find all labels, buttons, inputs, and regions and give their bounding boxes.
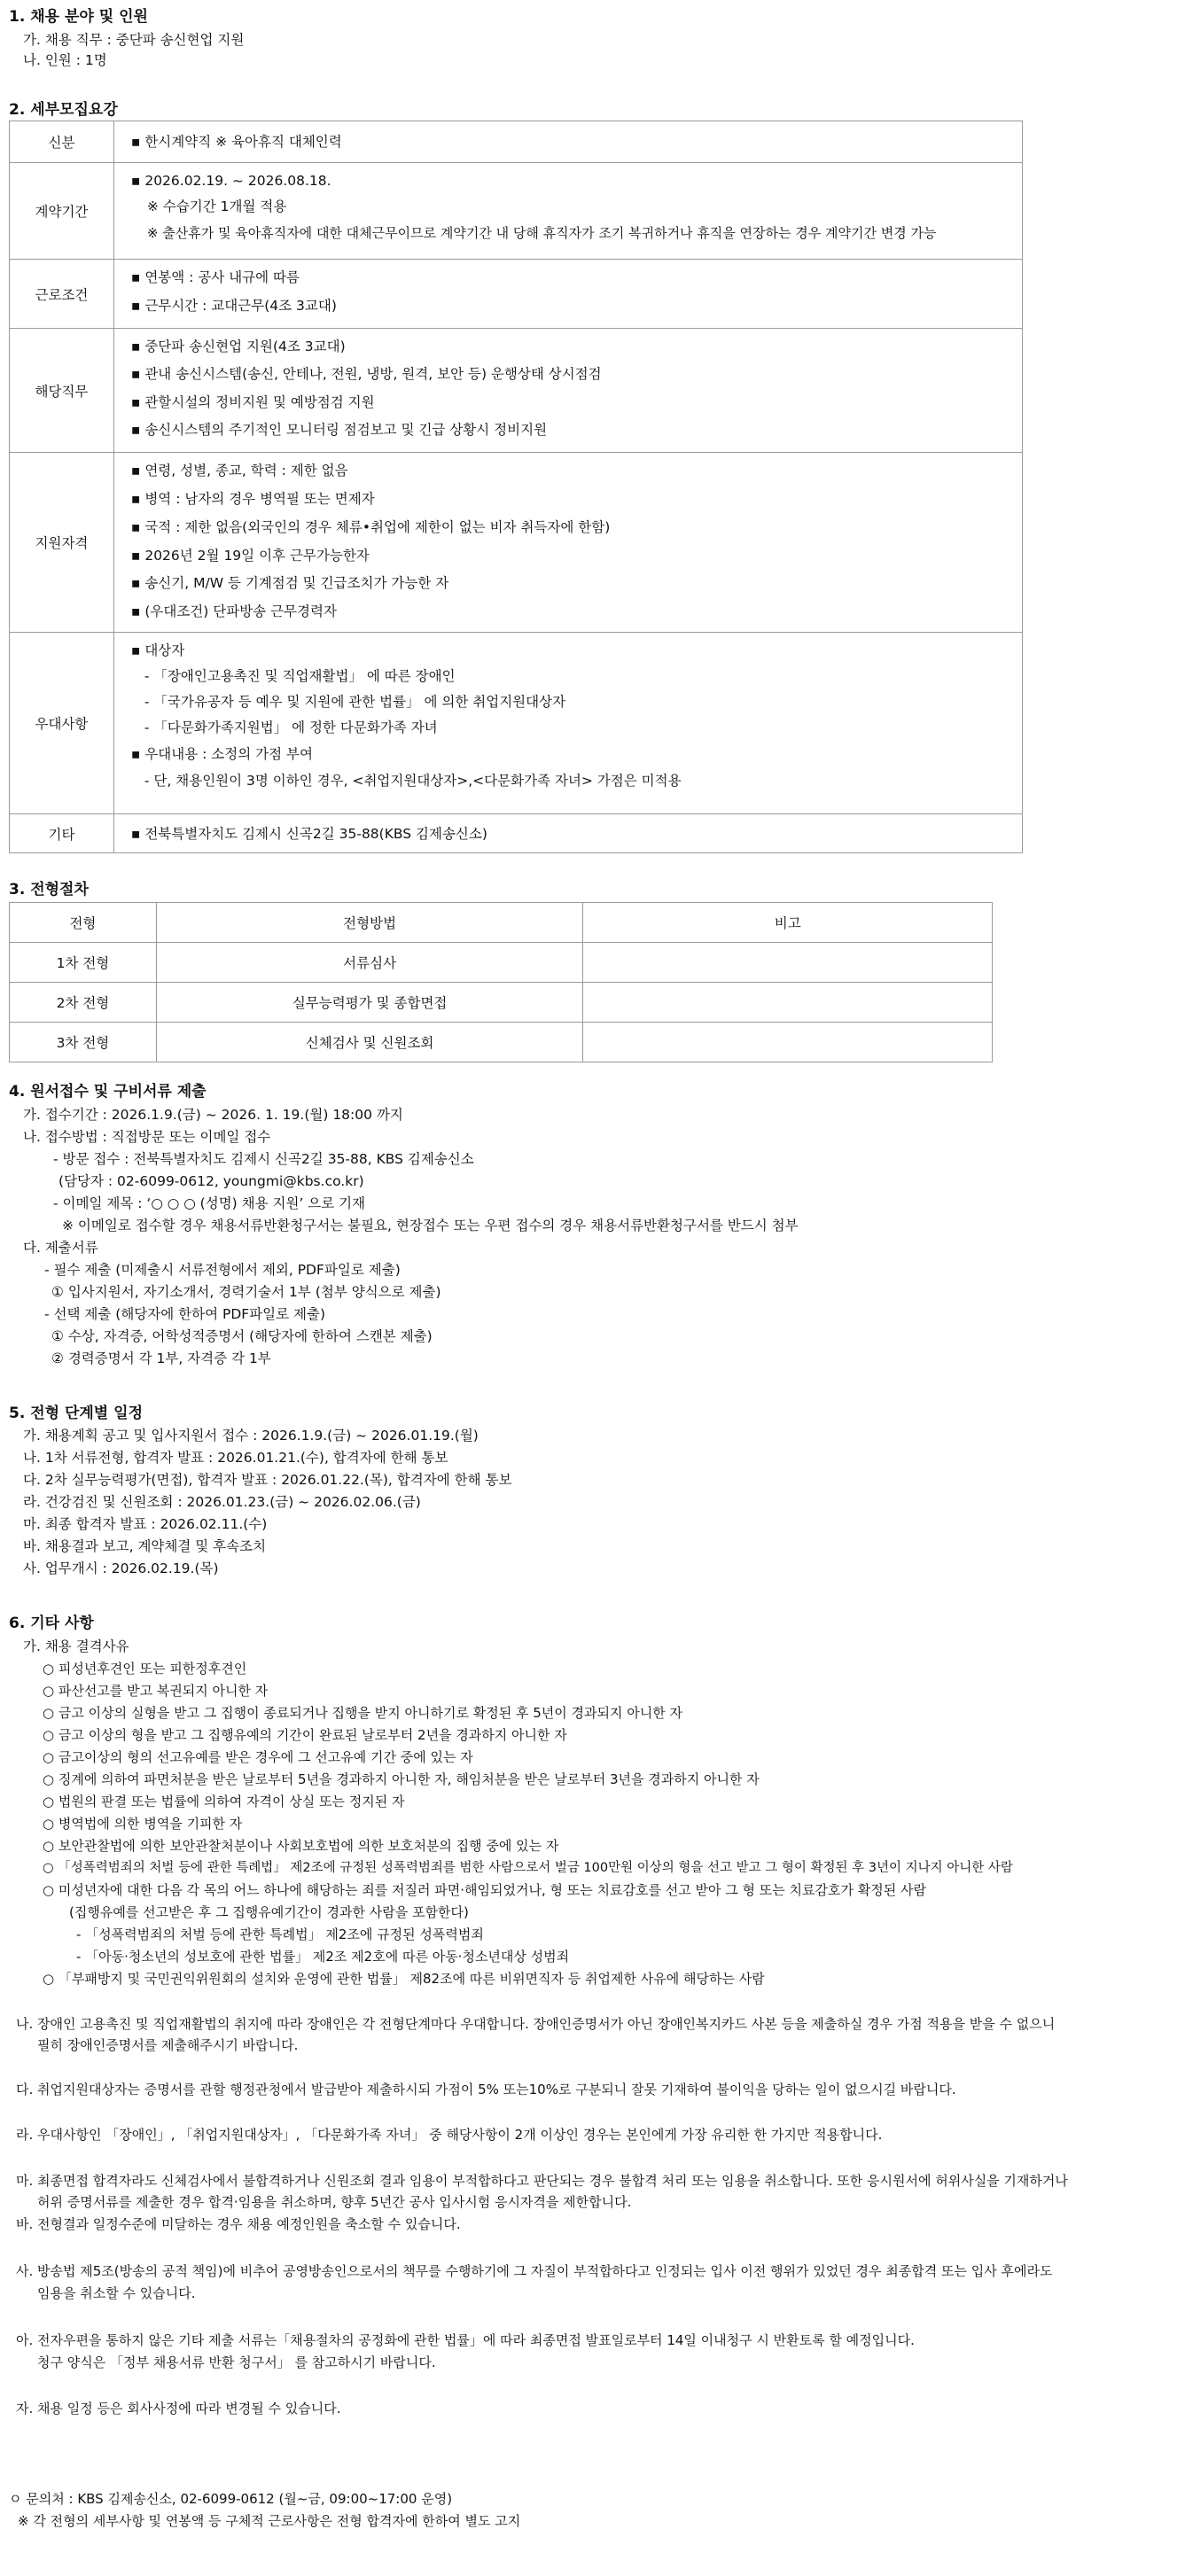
disqualification-item: ○ 보안관찰법에 의한 보안관찰처분이나 사회보호법에 의한 보호처분의 집행 중에 있는 자 bbox=[43, 1838, 559, 1854]
disqualification-subitem: - 「아동·청소년의 성보호에 관한 법률」 제2조 제2호에 따른 아동·청소년대상 성범죄 bbox=[76, 1949, 570, 1965]
note-paragraph: 다. 취업지원대상자는 증명서를 관할 행정관청에서 발급받아 제출하시되 가점이 5% 또는10%로 구분되니 잘못 기재하여 불이익을 당하는 일이 없으시길 바랍니다. bbox=[16, 2082, 956, 2097]
disqualification-item: ○ 금고이상의 형의 선고유예를 받은 경우에 그 선고유예 기간 중에 있는 자 bbox=[43, 1749, 473, 1765]
disqualification-item: ○ 법원의 판결 또는 법률에 의하여 자격이 상실 또는 정지된 자 bbox=[43, 1794, 405, 1809]
sec4-line: - 방문 접수 : 전북특별자치도 김제시 신곡2길 35-88, KBS 김제송신소 bbox=[53, 1151, 474, 1167]
bullet-line: ▪ 한시계약직 ※ 육아휴직 대체인력 bbox=[130, 134, 342, 150]
sec5-line: 라. 건강검진 및 신원조회 : 2026.01.23.(금) ~ 2026.02.06.(금) bbox=[23, 1494, 421, 1510]
bullet-line: ▪ (우대조건) 단파방송 근무경력자 bbox=[130, 603, 337, 619]
note-paragraph: 바. 전형결과 일정수준에 미달하는 경우 채용 예정인원을 축소할 수 있습니다. bbox=[16, 2216, 461, 2232]
disqualification-item: ○ 「부패방지 및 국민권익위원회의 설치와 운영에 관한 법률」 제82조에 따른 비위면직자 등 취업제한 사유에 해당하는 사람 bbox=[43, 1971, 765, 1987]
table-row bbox=[10, 633, 1023, 814]
note-line: ※ 수습기간 1개월 적용 bbox=[146, 198, 287, 214]
sec1-item: 가. 채용 직무 : 중단파 송신현업 지원 bbox=[23, 32, 245, 48]
sec4-line: - 이메일 제목 : ‘○ ○ ○ (성명) 채용 지원’ 으로 기재 bbox=[53, 1195, 366, 1211]
table-row bbox=[10, 163, 1023, 260]
disqualification-item: ○ 병역법에 의한 병역을 기피한 자 bbox=[43, 1816, 243, 1832]
row-content bbox=[113, 260, 1022, 329]
bullet-line: ▪ 근무시간 : 교대근무(4조 3교대) bbox=[130, 298, 337, 314]
row-label: 기타 bbox=[10, 814, 114, 853]
table-cell: 2차 전형 bbox=[10, 983, 157, 1023]
sec1-item: 나. 인원 : 1명 bbox=[23, 52, 107, 68]
bullet-line: ▪ 중단파 송신현업 지원(4조 3교대) bbox=[130, 339, 346, 354]
note-paragraph-cont: 임용을 취소할 수 있습니다. bbox=[37, 2285, 196, 2301]
note-paragraph-cont: 허위 증명서류를 제출한 경우 합격·임용을 취소하며, 향후 5년간 공사 입사시험 응시자격을 제한합니다. bbox=[37, 2194, 632, 2210]
table-row bbox=[10, 260, 1023, 329]
sec5-line: 나. 1차 서류전형, 합격자 발표 : 2026.01.21.(수), 합격자에 한해 통보 bbox=[23, 1450, 448, 1466]
note-paragraph: 마. 최종면접 합격자라도 신체검사에서 불합격하거나 신원조회 결과 임용이 부적합하다고 판단되는 경우 불합격 처리 또는 임용을 취소합니다. 또한 응시원서에 허위사실을 기재하거나 bbox=[16, 2173, 1068, 2189]
disqualification-subitem: - 「성폭력범죄의 처벌 등에 관한 특례법」 제2조에 규정된 성폭력범죄 bbox=[76, 1926, 484, 1942]
bullet-line: ▪ 우대내용 : 소정의 가점 부여 bbox=[130, 746, 313, 762]
section-6-title: 6. 기타 사항 bbox=[9, 1615, 94, 1632]
bullet-line: ▪ 연령, 성별, 종교, 학력 : 제한 없음 bbox=[130, 463, 348, 479]
disqualification-item: ○ 미성년자에 대한 다음 각 목의 어느 하나에 해당하는 죄를 저질러 파면·해임되었거나, 형 또는 치료감호를 선고 받아 그 형 또는 치료감호가 확정된 사람 bbox=[43, 1882, 926, 1898]
bullet-line: ▪ 대상자 bbox=[130, 642, 185, 658]
note-paragraph: 나. 장애인 고용촉진 및 직업재활법의 취지에 따라 장애인은 각 전형단계마다 우대합니다. 장애인증명서가 아닌 장애인복지카드 사본 등을 제출하실 경우 가점 적용을 받을 수 없으니 bbox=[16, 2016, 1056, 2032]
column-header: 비고 bbox=[583, 903, 993, 943]
table-cell bbox=[583, 983, 993, 1023]
table-cell: 실무능력평가 및 종합면접 bbox=[156, 983, 583, 1023]
sec4-line: 다. 제출서류 bbox=[23, 1240, 98, 1256]
table-row bbox=[10, 329, 1023, 453]
section-1-title: 1. 채용 분야 및 인원 bbox=[9, 8, 148, 26]
table-cell bbox=[583, 1023, 993, 1062]
sub-line: - 「국가유공자 등 예우 및 지원에 관한 법률」 에 의한 취업지원대상자 bbox=[144, 694, 566, 710]
bullet-line: ▪ 송신시스템의 주기적인 모니터링 점검보고 및 긴급 상황시 정비지원 bbox=[130, 422, 548, 438]
bullet-line: ▪ 병역 : 남자의 경우 병역필 또는 면제자 bbox=[130, 491, 375, 507]
sec4-line: 가. 접수기간 : 2026.1.9.(금) ~ 2026. 1. 19.(월) 18:00 까지 bbox=[23, 1107, 403, 1123]
note-paragraph: 라. 우대사항인 「장애인」, 「취업지원대상자」, 「다문화가족 자녀」 중 해당사항이 2개 이상인 경우는 본인에게 가장 유리한 한 가지만 적용합니다. bbox=[16, 2127, 883, 2143]
sub-line: - 「다문화가족지원법」 에 정한 다문화가족 자녀 bbox=[144, 720, 438, 735]
table-row bbox=[10, 1023, 993, 1062]
table-cell bbox=[583, 943, 993, 983]
sec5-line: 마. 최종 합격자 발표 : 2026.02.11.(수) bbox=[23, 1516, 268, 1532]
note-paragraph-cont: 필히 장애인증명서를 제출해주시기 바랍니다. bbox=[37, 2037, 299, 2053]
selection-process-table bbox=[9, 902, 993, 1062]
bullet-line: ▪ 2026.02.19. ~ 2026.08.18. bbox=[130, 173, 331, 189]
contact-info: ㅇ 문의처 : KBS 김제송신소, 02-6099-0612 (월~금, 09:00~17:00 운영) bbox=[9, 2491, 453, 2507]
recruitment-details-table bbox=[9, 121, 1023, 853]
sec5-line: 사. 업무개시 : 2026.02.19.(목) bbox=[23, 1560, 219, 1576]
row-label: 신분 bbox=[10, 121, 114, 163]
note-line: ※ 출산휴가 및 육아휴직자에 대한 대체근무이므로 계약기간 내 당해 휴직자가 조기 복귀하거나 휴직을 연장하는 경우 계약기간 변경 가능 bbox=[146, 225, 937, 241]
row-content bbox=[113, 329, 1022, 453]
disqualification-item: ○ 금고 이상의 형을 받고 그 집행유예의 기간이 완료된 날로부터 2년을 경과하지 아니한 자 bbox=[43, 1727, 567, 1743]
row-content bbox=[113, 121, 1022, 163]
disqualification-item: ○ 「성폭력범죄의 처벌 등에 관한 특례법」 제2조에 규정된 성폭력범죄를 범한 사람으로서 벌금 100만원 이상의 형을 선고 받고 그 형이 확정된 후 3년이 지나지 아니한 사람 bbox=[43, 1861, 1013, 1875]
sub-line: - 「장애인고용촉진 및 직업재활법」 에 따른 장애인 bbox=[144, 668, 456, 684]
sec4-line: (담당자 : 02-6099-0612, youngmi@kbs.co.kr) bbox=[58, 1173, 364, 1189]
disqualification-item: ○ 징계에 의하여 파면처분을 받은 날로부터 5년을 경과하지 아니한 자, 해임처분을 받은 날로부터 3년을 경과하지 아니한 자 bbox=[43, 1771, 760, 1787]
column-header: 전형방법 bbox=[156, 903, 583, 943]
bullet-line: ▪ 연봉액 : 공사 내규에 따름 bbox=[130, 269, 300, 285]
contact-note: ※ 각 전형의 세부사항 및 연봉액 등 구체적 근로사항은 전형 합격자에 한하여 별도 고지 bbox=[18, 2513, 521, 2529]
sec5-line: 다. 2차 실무능력평가(면접), 합격자 발표 : 2026.01.22.(목), 합격자에 한해 통보 bbox=[23, 1472, 512, 1488]
section-2-title: 2. 세부모집요강 bbox=[9, 101, 118, 119]
sec4-line: ① 수상, 자격증, 어학성적증명서 (해당자에 한하여 스캔본 제출) bbox=[51, 1328, 433, 1344]
disqualification-item: ○ 금고 이상의 실형을 받고 그 집행이 종료되거나 집행을 받지 아니하기로 확정된 후 5년이 경과되지 아니한 자 bbox=[43, 1705, 682, 1721]
sub-line: - 단, 채용인원이 3명 이하인 경우, <취업지원대상자>,<다문화가족 자녀> 가점은 미적용 bbox=[144, 773, 682, 789]
row-label: 우대사항 bbox=[10, 633, 114, 814]
sec4-line: - 필수 제출 (미제출시 서류전형에서 제외, PDF파일로 제출) bbox=[44, 1262, 401, 1278]
bullet-line: ▪ 관할시설의 정비지원 및 예방점검 지원 bbox=[130, 394, 375, 410]
table-row bbox=[10, 814, 1023, 853]
row-content bbox=[113, 633, 1022, 814]
row-content bbox=[113, 814, 1022, 853]
disqualification-item: ○ 피성년후견인 또는 피한정후견인 bbox=[43, 1661, 247, 1677]
table-row bbox=[10, 983, 993, 1023]
table-cell: 서류심사 bbox=[156, 943, 583, 983]
sec4-line: ② 경력증명서 각 1부, 자격증 각 1부 bbox=[51, 1350, 271, 1366]
bullet-line: ▪ 관내 송신시스템(송신, 안테나, 전원, 냉방, 원격, 보안 등) 운행상태 상시점검 bbox=[130, 366, 602, 382]
sec4-line: ※ 이메일로 접수할 경우 채용서류반환청구서는 불필요, 현장접수 또는 우편 접수의 경우 채용서류반환청구서를 반드시 첨부 bbox=[62, 1218, 799, 1234]
section-3-title: 3. 전형절차 bbox=[9, 881, 89, 899]
section-5-title: 5. 전형 단계별 일정 bbox=[9, 1405, 143, 1422]
section-4-title: 4. 원서접수 및 구비서류 제출 bbox=[9, 1083, 207, 1101]
table-row bbox=[10, 121, 1023, 163]
sec4-line: 나. 접수방법 : 직접방문 또는 이메일 접수 bbox=[23, 1129, 271, 1145]
row-label: 계약기간 bbox=[10, 163, 114, 260]
note-paragraph-cont: 청구 양식은 「정부 채용서류 반환 청구서」 를 참고하시기 바랍니다. bbox=[37, 2354, 436, 2370]
note-paragraph: 아. 전자우편을 통하지 않은 기타 제출 서류는「채용절차의 공정화에 관한 법률」에 따라 최종면접 발표일로부터 14일 이내청구 시 반환토록 할 예정입니다. bbox=[16, 2332, 915, 2348]
row-content bbox=[113, 163, 1022, 260]
sec4-line: ① 입사지원서, 자기소개서, 경력기술서 1부 (첨부 양식으로 제출) bbox=[51, 1284, 441, 1300]
bullet-line: ▪ 송신기, M/W 등 기계점검 및 긴급조치가 가능한 자 bbox=[130, 575, 449, 591]
disqualification-note: (집행유예를 선고받은 후 그 집행유예기간이 경과한 사람을 포함한다) bbox=[69, 1904, 469, 1920]
table-row bbox=[10, 453, 1023, 633]
table-cell: 1차 전형 bbox=[10, 943, 157, 983]
row-content bbox=[113, 453, 1022, 633]
row-label: 근로조건 bbox=[10, 260, 114, 329]
sec5-line: 바. 채용결과 보고, 계약체결 및 후속조치 bbox=[23, 1538, 267, 1554]
note-paragraph: 사. 방송법 제5조(방송의 공적 책임)에 비추어 공영방송인으로서의 책무를 수행하기에 그 자질이 부적합하다고 인정되는 입사 이전 행위가 있었던 경우 최종합격 또는 입사 후에라도 bbox=[16, 2263, 1053, 2279]
bullet-line: ▪ 전북특별자치도 김제시 신곡2길 35-88(KBS 김제송신소) bbox=[130, 826, 487, 842]
table-header-row bbox=[10, 903, 993, 943]
note-paragraph: 자. 채용 일정 등은 회사사정에 따라 변경될 수 있습니다. bbox=[16, 2401, 341, 2416]
bullet-line: ▪ 국적 : 제한 없음(외국인의 경우 체류•취업에 제한이 없는 비자 취득자에 한함) bbox=[130, 519, 611, 535]
table-cell: 3차 전형 bbox=[10, 1023, 157, 1062]
sec6-subtitle: 가. 채용 결격사유 bbox=[23, 1638, 129, 1654]
sec5-line: 가. 채용계획 공고 및 입사지원서 접수 : 2026.1.9.(금) ~ 2026.01.19.(월) bbox=[23, 1428, 479, 1444]
row-label: 지원자격 bbox=[10, 453, 114, 633]
row-label: 해당직무 bbox=[10, 329, 114, 453]
bullet-line: ▪ 2026년 2월 19일 이후 근무가능한자 bbox=[130, 548, 370, 564]
disqualification-item: ○ 파산선고를 받고 복권되지 아니한 자 bbox=[43, 1683, 269, 1699]
table-cell: 신체검사 및 신원조회 bbox=[156, 1023, 583, 1062]
column-header: 전형 bbox=[10, 903, 157, 943]
sec4-line: - 선택 제출 (해당자에 한하여 PDF파일로 제출) bbox=[44, 1306, 326, 1322]
table-row bbox=[10, 943, 993, 983]
